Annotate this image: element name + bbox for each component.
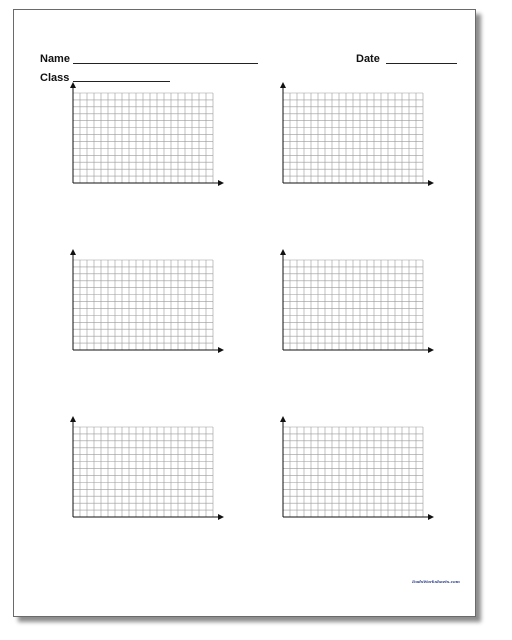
coordinate-grid [278, 83, 438, 193]
class-label: Class [40, 72, 70, 84]
x-axis-arrow-icon [428, 347, 434, 353]
y-axis-arrow-icon [70, 416, 76, 422]
name-label: Name [40, 53, 70, 65]
x-axis-arrow-icon [218, 514, 224, 520]
y-axis-arrow-icon [280, 249, 286, 255]
y-axis-arrow-icon [280, 82, 286, 88]
x-axis-arrow-icon [428, 514, 434, 520]
graph-middle-left [68, 250, 228, 360]
coordinate-grid [68, 250, 228, 360]
name-field[interactable] [73, 63, 258, 64]
x-axis-arrow-icon [218, 347, 224, 353]
y-axis-arrow-icon [280, 416, 286, 422]
date-field[interactable] [386, 63, 457, 64]
worksheet-page [13, 9, 476, 617]
x-axis-arrow-icon [428, 180, 434, 186]
graph-middle-right [278, 250, 438, 360]
graph-bottom-left [68, 417, 228, 527]
class-field[interactable] [73, 81, 170, 82]
y-axis-arrow-icon [70, 249, 76, 255]
graph-top-right [278, 83, 438, 193]
date-label: Date [356, 53, 380, 65]
graph-bottom-right [278, 417, 438, 527]
coordinate-grid [68, 417, 228, 527]
graph-top-left [68, 83, 228, 193]
coordinate-grid [68, 83, 228, 193]
y-axis-arrow-icon [70, 82, 76, 88]
site-logo: DadsWorksheets.com [412, 579, 460, 584]
coordinate-grid [278, 417, 438, 527]
x-axis-arrow-icon [218, 180, 224, 186]
coordinate-grid [278, 250, 438, 360]
